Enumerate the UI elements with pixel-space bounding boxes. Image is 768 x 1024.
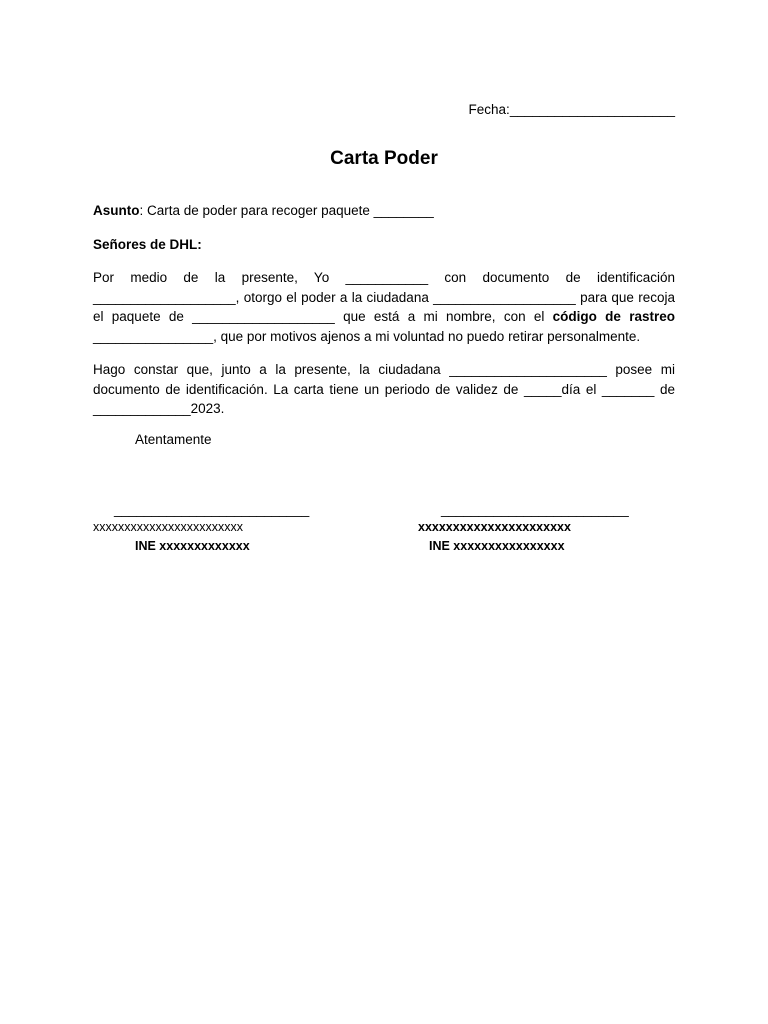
right-signature-line: _________________________ [441, 502, 629, 517]
body-paragraph-1 [93, 268, 675, 346]
document-title: Carta Poder [330, 148, 438, 169]
date-label: Fecha: [468, 102, 510, 117]
paragraph-1-text-b: ________________, que por motivos ajenos a mi voluntad no puedo retirar personalmente. [93, 328, 641, 344]
subject-line [93, 201, 675, 221]
closing: Atentamente [135, 432, 212, 447]
subject-label: Asunto [93, 203, 140, 218]
right-signer-ine: INE xxxxxxxxxxxxxxxx [429, 539, 565, 553]
subject-text: : Carta de poder para recoger paquete ________ [139, 203, 434, 218]
paragraph-1-text-a: Por medio de la presente, Yo ___________ con documento de identificación ___________________, otorgo el poder a la ciudadana ___________________ para que recoja el paquete de ___________________ que está a mi nombre, con el [93, 270, 675, 324]
body-paragraph-2: Hago constar que, junto a la presente, la ciudadana _____________________ posee mi documento de identificación. La carta tiene un periodo de validez de _____día el _______ de _____________2023. [93, 362, 675, 416]
date-line [469, 102, 675, 117]
salutation: Señores de DHL: [93, 237, 202, 252]
left-signer-name: xxxxxxxxxxxxxxxxxxxxxxxx [93, 520, 243, 534]
right-signer-name: xxxxxxxxxxxxxxxxxxxxxx [418, 520, 571, 534]
date-blank: ______________________ [509, 102, 675, 117]
left-signer-ine: INE xxxxxxxxxxxxx [135, 539, 250, 553]
tracking-code-label: código de rastreo [552, 309, 675, 324]
left-signature-line: __________________________ [114, 502, 310, 517]
